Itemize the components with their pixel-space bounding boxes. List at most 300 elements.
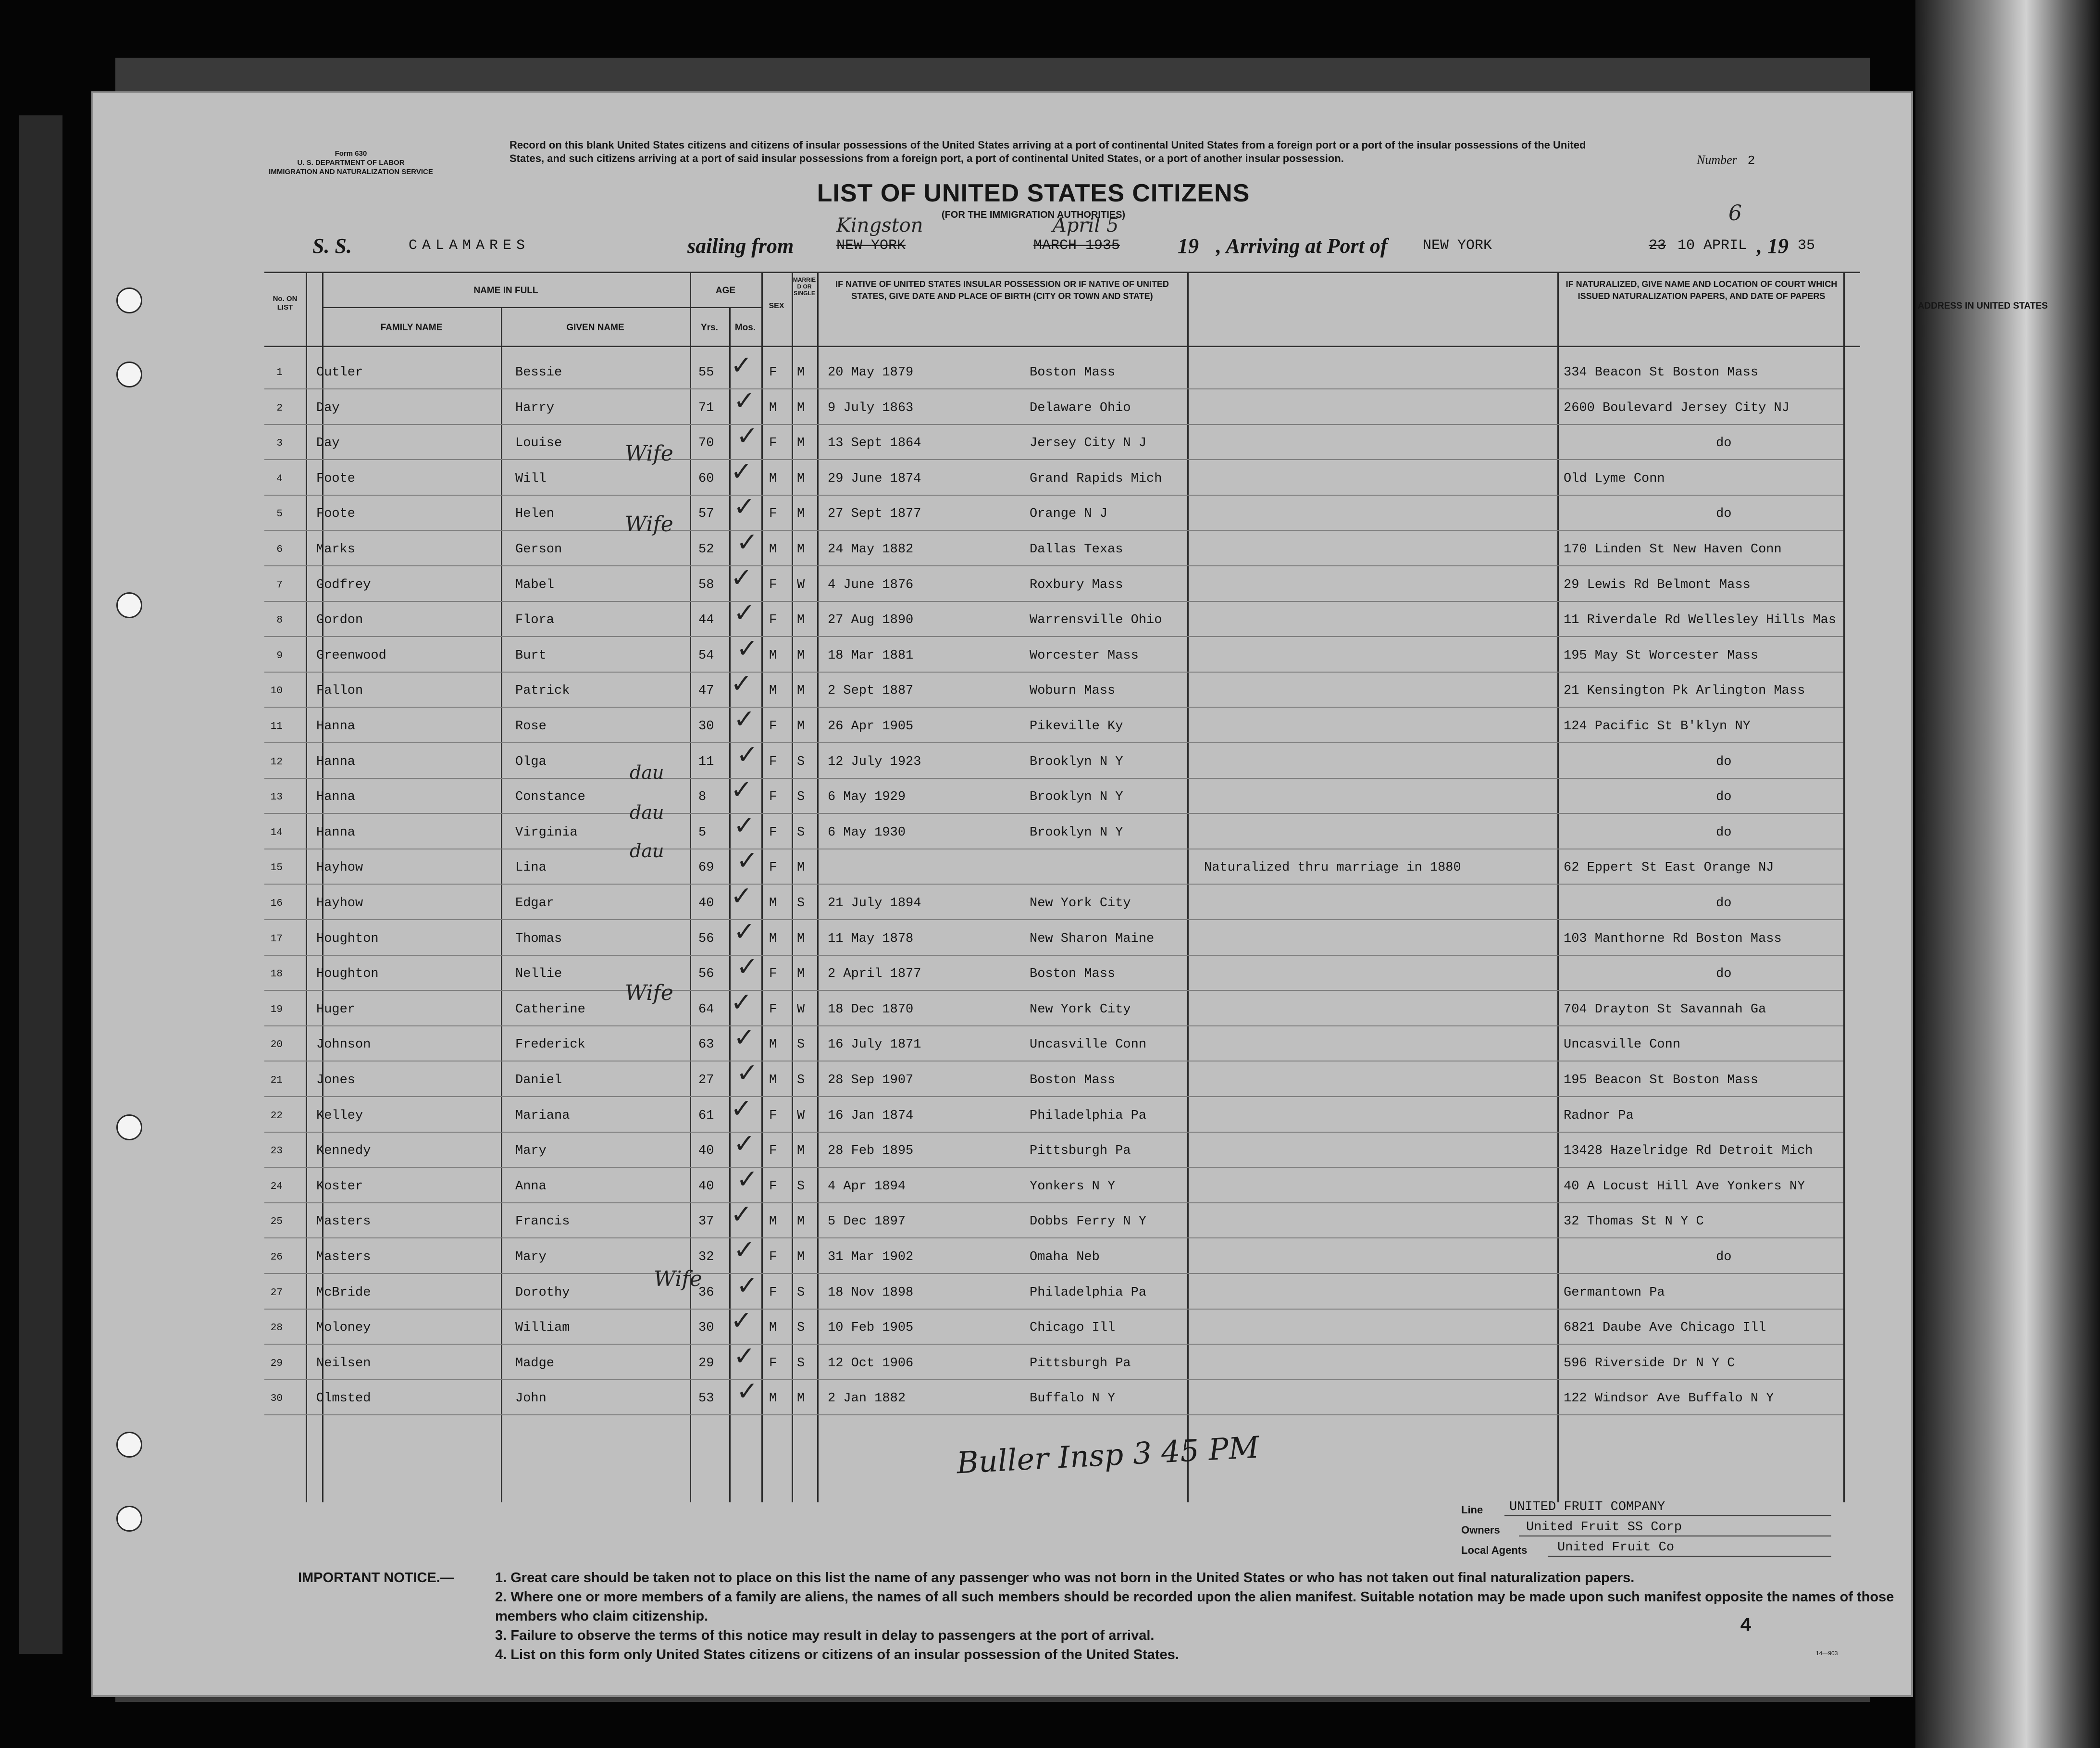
age-years: 40 [698,1179,714,1194]
row-number: 6 [276,544,283,555]
family-name: Neilsen [316,1356,371,1371]
birth-place: Uncasville Conn [1030,1037,1147,1052]
family-name: Houghton [316,967,379,982]
age-years: 70 [698,436,714,451]
table-row [264,668,1851,708]
verification-check-mark: ✓ [736,1058,758,1088]
age-years: 56 [698,967,714,982]
address: do [1716,790,1732,805]
birth-date: 2 Jan 1882 [828,1391,906,1406]
row-number: 8 [276,615,283,626]
age-years: 57 [698,507,714,522]
table-row [264,527,1851,566]
given-name: Will [515,471,547,486]
row-number: 26 [270,1252,283,1263]
birth-place: Buffalo N Y [1030,1391,1116,1406]
notice-heading: IMPORTANT NOTICE.— [298,1570,454,1586]
scan-right-edge [1915,0,2100,1748]
birth-date: 2 April 1877 [828,967,921,982]
sex: F [769,1144,777,1159]
verification-check-mark: ✓ [733,598,756,628]
given-name: Rose [515,719,547,734]
marital-status: W [797,577,805,592]
birth-place: Delaware Ohio [1030,400,1131,415]
birth-place: New Sharon Maine [1030,931,1155,946]
sex: M [769,684,777,699]
verification-check-mark: ✓ [731,1093,753,1124]
given-name: Louise [515,436,562,451]
age-years: 52 [698,542,714,557]
marital-status: M [797,1214,805,1229]
birth-place: Boston Mass [1030,1073,1116,1087]
form-instructions: Record on this blank United States citizens and citizens of insular possessions of the United States arriving at a port of continental United States from a foreign port or a port of the insular possessions of the United States, and such citizens arriving at a port of said insular possessions from a foreign port, a port of continental United States, or a port of another insular possession. [509,139,1586,164]
table-row [264,951,1851,991]
table-row [264,1128,1851,1168]
sex: F [769,507,777,522]
table-top-rule [264,272,1860,273]
age-years: 69 [698,861,714,875]
verification-check-mark: ✓ [731,562,753,593]
given-name: Patrick [515,684,570,699]
age-years: 44 [698,613,714,628]
family-name: Houghton [316,931,379,946]
sex: M [769,1214,777,1229]
arrival-year-prefix: , 19 [1757,234,1789,258]
table-row [264,1235,1851,1274]
list-number [1697,153,1755,168]
sex: F [769,719,777,734]
family-name: Huger [316,1002,356,1017]
verification-check-mark: ✓ [733,1340,756,1371]
footer-carrier-block [1461,1500,1846,1561]
binder-hole-1 [116,287,142,313]
address: do [1716,1250,1732,1264]
address: Radnor Pa [1564,1108,1634,1123]
header-address: ADDRESS IN UNITED STATES [1917,301,2048,311]
given-name: Mary [515,1250,547,1264]
marital-status: S [797,1037,805,1052]
birth-date: 20 May 1879 [828,365,914,380]
row-number: 2 [276,402,283,414]
given-name: Lina [515,861,547,875]
verification-check-mark: ✓ [736,421,758,451]
verification-check-mark: ✓ [736,527,758,557]
age-years: 30 [698,1321,714,1336]
service-name: IMMIGRATION AND NATURALIZATION SERVICE [269,168,433,176]
age-years: 53 [698,1391,714,1406]
address: 11 Riverdale Rd Wellesley Hills Mas [1564,613,1837,628]
table-row [264,350,1851,389]
address: 13428 Hazelridge Rd Detroit Mich [1564,1144,1813,1159]
family-name: McBride [316,1285,371,1300]
arrival-port: NEW YORK [1423,237,1492,254]
age-years: 32 [698,1250,714,1264]
header-name-in-full: NAME IN FULL [473,286,538,296]
birth-place: Dobbs Ferry N Y [1030,1214,1147,1229]
sex: M [769,1037,777,1052]
birth-date: 28 Feb 1895 [828,1144,914,1159]
table-row [264,1022,1851,1061]
address: 6821 Daube Ave Chicago Ill [1564,1321,1766,1336]
birth-place: Roxbury Mass [1030,577,1123,592]
page-subtitle: (FOR THE IMMIGRATION AUTHORITIES) [941,210,1126,220]
birth-place: Yonkers N Y [1030,1179,1116,1194]
row-number: 17 [270,933,283,945]
address: 334 Beacon St Boston Mass [1564,365,1759,380]
family-name: Johnson [316,1037,371,1052]
birth-place: Pittsburgh Pa [1030,1144,1131,1159]
verification-check-mark: ✓ [736,845,758,876]
scan-left-edge [19,115,62,1654]
sex: M [769,1073,777,1087]
marital-status: M [797,365,805,380]
handwritten-number: 6 [1728,201,1742,225]
birth-date: 16 July 1871 [828,1037,921,1052]
sex: M [769,1391,777,1406]
arrival-date-struck: 23 [1649,237,1666,254]
table-row [264,986,1851,1026]
age-years: 8 [698,790,707,805]
birth-place: Brooklyn N Y [1030,790,1123,805]
family-name: Hayhow [316,896,363,911]
family-name: Hayhow [316,861,363,875]
birth-date: 13 Sept 1864 [828,436,921,451]
row-number: 24 [270,1181,283,1192]
footer-agents-row [1461,1540,1846,1561]
birth-place: Boston Mass [1030,365,1116,380]
row-number: 12 [270,756,283,768]
table-row [264,633,1851,673]
verification-check-mark: ✓ [731,1199,753,1230]
birth-place: Warrensville Ohio [1030,613,1162,628]
birth-date: 6 May 1929 [828,790,906,805]
given-name: Dorothy [515,1285,570,1300]
department-name: U. S. DEPARTMENT OF LABOR [297,159,405,167]
ss-label: S. S. [312,234,352,258]
birth-place: Boston Mass [1030,967,1116,982]
family-name: Hanna [316,719,356,734]
header-given-name: GIVEN NAME [566,323,624,333]
page-number: 4 [1740,1615,1752,1637]
marital-status: M [797,471,805,486]
marital-status: S [797,1073,805,1087]
binder-hole-4 [116,1114,142,1140]
row-number: 27 [270,1287,283,1299]
age-years: 61 [698,1108,714,1123]
sex: F [769,825,777,840]
sex: M [769,400,777,415]
margin-note-dau-2: dau [630,802,664,823]
marital-status: S [797,1179,805,1194]
marital-status: M [797,542,805,557]
binder-hole-3 [116,592,142,618]
age-years: 11 [698,754,714,769]
family-name: Day [316,400,340,415]
row-number: 13 [270,792,283,803]
family-name: Gordon [316,613,363,628]
given-name: Virginia [515,825,578,840]
sex: F [769,436,777,451]
footer-agents-rule [1548,1556,1831,1557]
header-married-single: MARRIED OR SINGLE [793,276,816,297]
table-row [264,1340,1851,1380]
address: do [1716,436,1732,451]
age-years: 40 [698,896,714,911]
sex: M [769,1321,777,1336]
family-name: Kelley [316,1108,363,1123]
family-name: Greenwood [316,648,386,663]
given-name: Mariana [515,1108,570,1123]
address: 195 Beacon St Boston Mass [1564,1073,1759,1087]
header-sex: SEX [769,302,784,310]
age-years: 27 [698,1073,714,1087]
sailing-label: sailing from [687,234,794,258]
date-handwritten: April 5 [1053,214,1119,237]
year-prefix: 19 [1178,234,1199,258]
address: 2600 Boulevard Jersey City NJ [1564,400,1789,415]
birth-date: 29 June 1874 [828,471,921,486]
verification-check-mark: ✓ [733,810,756,840]
ship-name: CALAMARES [409,237,530,254]
sex: F [769,365,777,380]
table-row [264,739,1851,779]
marital-status: M [797,931,805,946]
table-row [264,774,1851,814]
sex: M [769,542,777,557]
footer-line-label: Line [1461,1504,1483,1516]
age-years: 64 [698,1002,714,1017]
family-name: Masters [316,1214,371,1229]
given-name: Mary [515,1144,547,1159]
row-number: 23 [270,1146,283,1157]
birth-date: 11 May 1878 [828,931,914,946]
address: 62 Eppert St East Orange NJ [1564,861,1774,875]
margin-note-wife-2: Wife [625,512,673,537]
given-name: Flora [515,613,555,628]
birth-date: 16 Jan 1874 [828,1108,914,1123]
age-years: 63 [698,1037,714,1052]
address: 170 Linden St New Haven Conn [1564,542,1782,557]
given-name: Catherine [515,1002,585,1017]
notice-items [495,1568,1899,1664]
birth-place: Jersey City N J [1030,436,1147,451]
table-row [264,1199,1851,1238]
port-handwritten: Kingston [836,214,923,237]
birth-place: Pittsburgh Pa [1030,1356,1131,1371]
number-value: 2 [1747,153,1755,168]
family-name: Hanna [316,754,356,769]
birth-place: Brooklyn N Y [1030,754,1123,769]
footer-owners-row [1461,1520,1846,1540]
birth-place: Orange N J [1030,507,1108,522]
given-name: Constance [515,790,585,805]
table-row [264,916,1851,956]
margin-note-wife-4: Wife [654,1267,702,1291]
address: 29 Lewis Rd Belmont Mass [1564,577,1751,592]
marital-status: S [797,754,805,769]
address: 704 Drayton St Savannah Ga [1564,1002,1766,1017]
birth-date: 6 May 1930 [828,825,906,840]
sex: F [769,1002,777,1017]
sex: F [769,1250,777,1264]
birth-place: Woburn Mass [1030,684,1116,699]
header-mos: Mos. [734,323,756,333]
given-name: Frederick [515,1037,585,1052]
birth-place: New York City [1030,896,1131,911]
verification-check-mark: ✓ [733,704,756,734]
notice-item-2: 2. Where one or more members of a family are aliens, the names of all such members should be recorded upon the alien manifest. Suitable notation may be made upon such manifest opposite the names of those members who claim citizenship. [495,1589,1894,1624]
form-identifier [250,149,452,176]
row-number: 30 [270,1393,283,1405]
family-name: Moloney [316,1321,371,1336]
address: 21 Kensington Pk Arlington Mass [1564,684,1805,699]
birth-place: Omaha Neb [1030,1250,1100,1264]
name-header-rule [322,307,690,308]
age-years: 29 [698,1356,714,1371]
table-row [264,1376,1851,1415]
row-number: 19 [270,1004,283,1015]
sex: M [769,931,777,946]
verification-check-mark: ✓ [733,1235,756,1265]
sex: F [769,613,777,628]
age-years: 36 [698,1285,714,1300]
given-name: Bessie [515,365,562,380]
margin-note-dau-3: dau [630,840,664,862]
family-name: Day [316,436,340,451]
row-number: 4 [276,473,283,485]
address: 32 Thomas St N Y C [1564,1214,1704,1229]
sex: F [769,967,777,982]
row-number: 11 [270,721,283,732]
marital-status: M [797,1250,805,1264]
row-number: 5 [276,509,283,520]
marital-status: M [797,861,805,875]
birth-date: 24 May 1882 [828,542,914,557]
header-birth: IF NATIVE OF UNITED STATES INSULAR POSSESSION OR IF NATIVE OF UNITED STATES, GIVE DATE AND PLACE OF BIRTH (CITY OR TOWN AND STATE) [835,279,1169,301]
row-number: 28 [270,1323,283,1334]
row-number: 3 [276,438,283,449]
given-name: Thomas [515,931,562,946]
given-name: Nellie [515,967,562,982]
verification-check-mark: ✓ [736,739,758,770]
table-row [264,562,1851,602]
marital-status: S [797,896,805,911]
notice-item-3: 3. Failure to observe the terms of this notice may result in delay to passengers at the port of arrival. [495,1628,1155,1643]
table-row [264,456,1851,496]
table-row [264,1163,1851,1203]
row-number: 1 [276,367,283,378]
marital-status: M [797,400,805,415]
sex: F [769,861,777,875]
sex: F [769,1108,777,1123]
verification-check-mark: ✓ [736,1270,758,1300]
family-name: Godfrey [316,577,371,592]
family-name: Foote [316,507,356,522]
margin-note-dau-1: dau [630,762,664,783]
footer-line-value: UNITED FRUIT COMPANY [1509,1500,1665,1514]
address: Germantown Pa [1564,1285,1665,1300]
table-row [264,1270,1851,1310]
given-name: Olga [515,754,547,769]
arrival-year: 35 [1798,237,1815,254]
address: do [1716,967,1732,982]
binder-hole-2 [116,362,142,387]
given-name: Gerson [515,542,562,557]
row-rule [264,1414,1843,1415]
marital-status: M [797,967,805,982]
marital-status: M [797,648,805,663]
age-years: 40 [698,1144,714,1159]
inspector-signature: Buller Insp 3 45 PM [956,1429,1260,1481]
marital-status: S [797,1285,805,1300]
address: do [1716,507,1732,522]
page-title: LIST OF UNITED STATES CITIZENS [817,179,1250,207]
family-name: Jones [316,1073,356,1087]
address: 103 Manthorne Rd Boston Mass [1564,931,1782,946]
address: 596 Riverside Dr N Y C [1564,1356,1735,1371]
age-years: 56 [698,931,714,946]
age-years: 37 [698,1214,714,1229]
age-years: 55 [698,365,714,380]
age-years: 47 [698,684,714,699]
sex: F [769,577,777,592]
row-number: 7 [276,579,283,591]
age-years: 71 [698,400,714,415]
given-name: William [515,1321,570,1336]
family-name: Kennedy [316,1144,371,1159]
table-row [264,704,1851,743]
birth-place: Dallas Texas [1030,542,1123,557]
verification-check-mark: ✓ [731,350,753,380]
birth-place: Philadelphia Pa [1030,1285,1147,1300]
table-row [264,1093,1851,1133]
marital-status: W [797,1002,805,1017]
marital-status: S [797,825,805,840]
sex: F [769,1179,777,1194]
address: 124 Pacific St B'klyn NY [1564,719,1751,734]
header-no: No. ON LIST [273,295,298,312]
arriving-label: , Arriving at Port of [1216,234,1388,258]
birth-date: 12 Oct 1906 [828,1356,914,1371]
sex: M [769,471,777,486]
row-number: 21 [270,1075,283,1086]
marital-status: W [797,1108,805,1123]
given-name: Harry [515,400,555,415]
age-header-rule [690,307,761,308]
table-header-rule [264,346,1860,347]
family-name: Marks [316,542,356,557]
header-family-name: FAMILY NAME [380,323,443,333]
header-yrs: Yrs. [701,323,718,333]
birth-date: 31 Mar 1902 [828,1250,914,1264]
row-number: 22 [270,1110,283,1122]
age-years: 58 [698,577,714,592]
verification-check-mark: ✓ [731,986,753,1017]
sex: F [769,1356,777,1371]
birth-place: Grand Rapids Mich [1030,471,1162,486]
given-name: Daniel [515,1073,562,1087]
form-number: Form 630 [335,150,367,158]
address: do [1716,754,1732,769]
footer-agents-value: United Fruit Co [1557,1540,1675,1555]
marital-status: M [797,719,805,734]
family-name: Olmsted [316,1391,371,1406]
verification-check-mark: ✓ [736,633,758,663]
address: 40 A Locust Hill Ave Yonkers NY [1564,1179,1805,1194]
verification-check-mark: ✓ [733,385,756,416]
sex: F [769,790,777,805]
table-row [264,845,1851,885]
